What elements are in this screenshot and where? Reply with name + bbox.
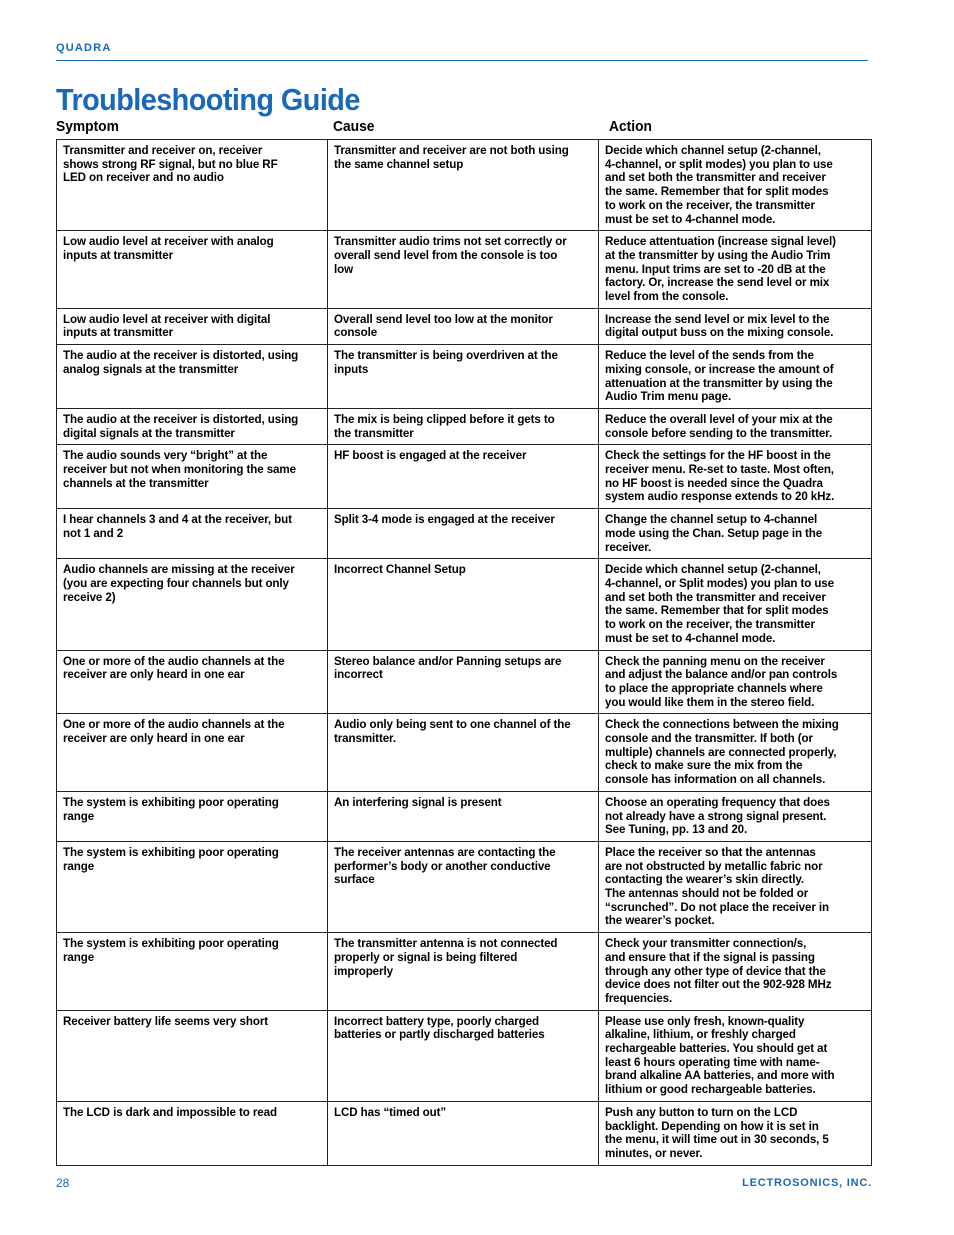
cause-cell: The transmitter is being overdriven at the inputs (328, 345, 599, 409)
action-cell: Reduce the level of the sends from the mixing console, or increase the amount of attenuation at the transmitter by using the Audio Trim menu page. (599, 345, 872, 409)
table-row (57, 714, 872, 792)
action-cell: Increase the send level or mix level to the digital output buss on the mixing console. (599, 308, 872, 344)
page-number: 28 (56, 1176, 70, 1190)
table-row (57, 841, 872, 932)
action-cell: Push any button to turn on the LCD backlight. Depending on how it is set in the menu, it will time out in 30 seconds, 5 minutes, or never. (599, 1101, 872, 1165)
table-row (57, 345, 872, 409)
column-headers (56, 118, 871, 138)
symptom-cell: The system is exhibiting poor operating range (57, 841, 328, 932)
table-row (57, 1010, 872, 1101)
table-row (57, 408, 872, 444)
cause-cell: The mix is being clipped before it gets to the transmitter (328, 408, 599, 444)
symptom-cell: Low audio level at receiver with analog inputs at transmitter (57, 231, 328, 309)
symptom-cell: Low audio level at receiver with digital inputs at transmitter (57, 308, 328, 344)
cause-column-header: Cause (333, 118, 375, 135)
symptom-cell: The audio sounds very “bright” at the receiver but not when monitoring the same channels at the transmitter (57, 445, 328, 509)
action-cell: Decide which channel setup (2-channel, 4-channel, or split modes) you plan to use and set both the transmitter and receiver the same. Remember that for split modes to work on the receiver, the transmitter must be set to 4-channel mode. (599, 140, 872, 231)
table-row (57, 1101, 872, 1165)
troubleshooting-table (56, 139, 872, 1166)
symptom-cell: Receiver battery life seems very short (57, 1010, 328, 1101)
symptom-cell: One or more of the audio channels at the receiver are only heard in one ear (57, 714, 328, 792)
action-cell: Check the connections between the mixing console and the transmitter. If both (or multiple) channels are connected properly, check to make sure the mix from the console has information on all channels. (599, 714, 872, 792)
action-cell: Check your transmitter connection/s, and ensure that if the signal is passing through any other type of device that the device does not filter out the 902-928 MHz frequencies. (599, 933, 872, 1011)
cause-cell: Split 3-4 mode is engaged at the receiver (328, 509, 599, 559)
action-cell: Choose an operating frequency that does not already have a strong signal present. See Tuning, pp. 13 and 20. (599, 791, 872, 841)
table-row (57, 308, 872, 344)
symptom-cell: The audio at the receiver is distorted, using analog signals at the transmitter (57, 345, 328, 409)
symptom-cell: Transmitter and receiver on, receiver shows strong RF signal, but no blue RF LED on receiver and no audio (57, 140, 328, 231)
table-row (57, 559, 872, 650)
table-row (57, 650, 872, 714)
cause-cell: An interfering signal is present (328, 791, 599, 841)
cause-cell: Audio only being sent to one channel of the transmitter. (328, 714, 599, 792)
cause-cell: Incorrect Channel Setup (328, 559, 599, 650)
company-name: LECTROSONICS, INC. (742, 1177, 872, 1189)
symptom-cell: One or more of the audio channels at the receiver are only heard in one ear (57, 650, 328, 714)
cause-cell: Transmitter audio trims not set correctly or overall send level from the console is too low (328, 231, 599, 309)
action-cell: Please use only fresh, known-quality alkaline, lithium, or freshly charged rechargeable batteries. You should get at least 6 hours operating time with name- brand alkaline AA batteries, and more with lithium or good rechargeable batteries. (599, 1010, 872, 1101)
cause-cell: Incorrect battery type, poorly charged batteries or partly discharged batteries (328, 1010, 599, 1101)
cause-cell: The transmitter antenna is not connected properly or signal is being filtered improperly (328, 933, 599, 1011)
cause-cell: The receiver antennas are contacting the performer’s body or another conductive surface (328, 841, 599, 932)
header-rule (56, 60, 868, 61)
symptom-cell: The system is exhibiting poor operating range (57, 933, 328, 1011)
action-cell: Check the settings for the HF boost in the receiver menu. Re-set to taste. Most often, no HF boost is needed since the Quadra system audio response extends to 20 kHz. (599, 445, 872, 509)
table-row (57, 933, 872, 1011)
table-row (57, 231, 872, 309)
symptom-cell: The system is exhibiting poor operating range (57, 791, 328, 841)
action-cell: Reduce the overall level of your mix at the console before sending to the transmitter. (599, 408, 872, 444)
action-cell: Reduce attentuation (increase signal level) at the transmitter by using the Audio Trim menu. Input trims are set to -20 dB at the factory. Or, increase the send level or mix level from the console. (599, 231, 872, 309)
symptom-column-header: Symptom (56, 118, 119, 135)
action-cell: Check the panning menu on the receiver and adjust the balance and/or pan controls to place the appropriate channels where you would like them in the stereo field. (599, 650, 872, 714)
symptom-cell: The audio at the receiver is distorted, using digital signals at the transmitter (57, 408, 328, 444)
symptom-cell: I hear channels 3 and 4 at the receiver, but not 1 and 2 (57, 509, 328, 559)
table-row (57, 791, 872, 841)
brand-header: QUADRA (56, 42, 112, 54)
page-title: Troubleshooting Guide (56, 82, 360, 117)
symptom-cell: The LCD is dark and impossible to read (57, 1101, 328, 1165)
table-row (57, 509, 872, 559)
action-cell: Change the channel setup to 4-channel mode using the Chan. Setup page in the receiver. (599, 509, 872, 559)
table-row (57, 445, 872, 509)
action-column-header: Action (609, 118, 652, 135)
action-cell: Decide which channel setup (2-channel, 4-channel, or Split modes) you plan to use and set both the transmitter and receiver the same. Remember that for split modes to work on the receiver, the transmitter must be set to 4-channel mode. (599, 559, 872, 650)
cause-cell: LCD has “timed out” (328, 1101, 599, 1165)
cause-cell: Transmitter and receiver are not both using the same channel setup (328, 140, 599, 231)
cause-cell: Stereo balance and/or Panning setups are incorrect (328, 650, 599, 714)
cause-cell: HF boost is engaged at the receiver (328, 445, 599, 509)
symptom-cell: Audio channels are missing at the receiver (you are expecting four channels but only receive 2) (57, 559, 328, 650)
table-row (57, 140, 872, 231)
cause-cell: Overall send level too low at the monitor console (328, 308, 599, 344)
action-cell: Place the receiver so that the antennas are not obstructed by metallic fabric nor contacting the wearer’s skin directly. The antennas should not be folded or “scrunched”. Do not place the receiver in the wearer’s pocket. (599, 841, 872, 932)
